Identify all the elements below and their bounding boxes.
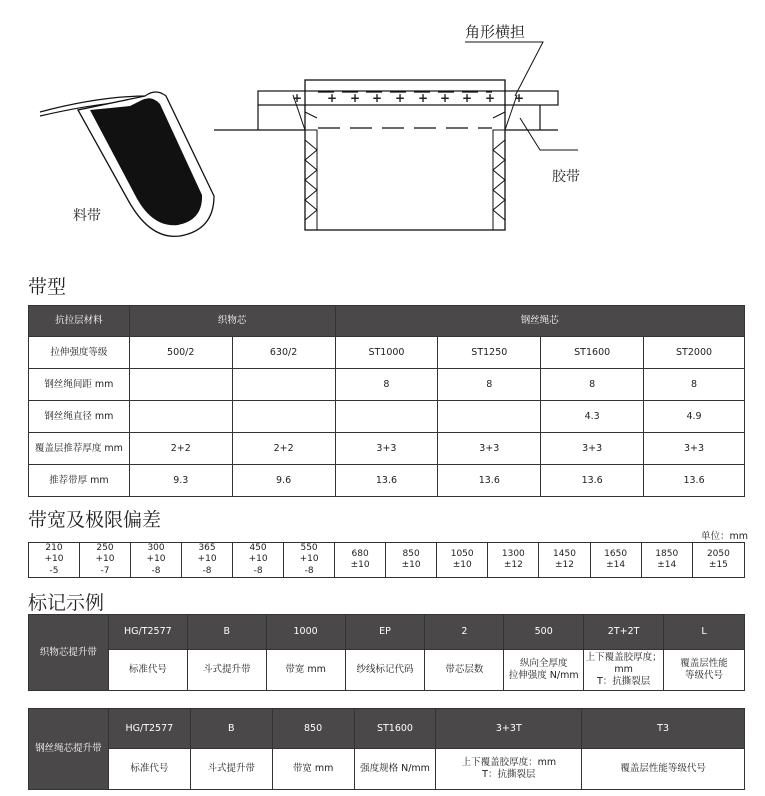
code-cell: 2T+2T bbox=[584, 615, 664, 650]
width-cell: 300 +10 -8 bbox=[131, 543, 182, 578]
width-cell: 550 +10 -8 bbox=[284, 543, 335, 578]
code-cell: HG/T2577 bbox=[108, 615, 187, 650]
desc-cell: 覆盖层性能等级代号 bbox=[582, 749, 745, 790]
width-cell: 365 +10 -8 bbox=[182, 543, 233, 578]
table-cell: 500/2 bbox=[129, 337, 232, 369]
table-cell: ST1000 bbox=[335, 337, 438, 369]
table-row bbox=[29, 433, 745, 465]
code-cell: EP bbox=[345, 615, 425, 650]
table-cell: 9.6 bbox=[232, 465, 335, 497]
table-cell: 4.9 bbox=[644, 401, 745, 433]
table-row bbox=[29, 543, 745, 578]
width-cell: 250 +10 -7 bbox=[80, 543, 131, 578]
section-title-marking-example: 标记示例 bbox=[28, 592, 105, 614]
desc-cell: 上下覆盖胶厚度：mm T：抗撕裂层 bbox=[436, 749, 582, 790]
code-cell: T3 bbox=[582, 709, 745, 749]
code-cell: HG/T2577 bbox=[108, 709, 190, 749]
row-label: 覆盖层推荐厚度 mm bbox=[29, 433, 130, 465]
plus-sign: + bbox=[350, 91, 361, 105]
belt-label: 胶带 bbox=[552, 169, 580, 185]
table-cell bbox=[129, 369, 232, 401]
desc-cell: 带宽 mm bbox=[266, 650, 345, 691]
table-cell: 13.6 bbox=[335, 465, 438, 497]
table-cell: 630/2 bbox=[232, 337, 335, 369]
table-row bbox=[29, 337, 745, 369]
width-cell: 1650 ±14 bbox=[590, 543, 641, 578]
code-cell: 850 bbox=[272, 709, 354, 749]
plus-sign: + bbox=[418, 91, 429, 105]
plus-sign: + bbox=[327, 91, 338, 105]
desc-cell: 斗式提升带 bbox=[190, 749, 272, 790]
row-label: 织物芯提升带 bbox=[29, 615, 109, 691]
table-cell: ST2000 bbox=[644, 337, 745, 369]
table-cell: 13.6 bbox=[644, 465, 745, 497]
plus-sign: + bbox=[372, 91, 383, 105]
desc-cell: 纱线标记代码 bbox=[345, 650, 425, 691]
table-row bbox=[29, 401, 745, 433]
plus-sign: + bbox=[485, 91, 496, 105]
desc-cell: 上下覆盖胶厚度； mm T：抗撕裂层 bbox=[584, 650, 664, 691]
plus-sign: + bbox=[462, 91, 473, 105]
table-cell: 3+3 bbox=[438, 433, 541, 465]
fabric-marking-table bbox=[28, 614, 745, 691]
desc-cell: 覆盖层性能 等级代号 bbox=[664, 650, 745, 691]
plus-sign: + bbox=[292, 91, 303, 105]
table-cell: 3+3 bbox=[644, 433, 745, 465]
desc-cell: 标准代号 bbox=[108, 749, 190, 790]
table-row bbox=[29, 465, 745, 497]
section-title-width-tolerance: 带宽及极限偏差 bbox=[28, 509, 162, 531]
width-cell: 680 ±10 bbox=[335, 543, 386, 578]
code-cell: 1000 bbox=[266, 615, 345, 650]
table-cell: 8 bbox=[644, 369, 745, 401]
table-cell: 3+3 bbox=[541, 433, 644, 465]
steel-marking-table bbox=[28, 708, 745, 790]
belt-type-table bbox=[28, 305, 745, 497]
table-cell: 2+2 bbox=[232, 433, 335, 465]
width-cell: 450 +10 -8 bbox=[233, 543, 284, 578]
row-label: 钢丝绳间距 mm bbox=[29, 369, 130, 401]
desc-cell: 带宽 mm bbox=[272, 749, 354, 790]
table-cell: 13.6 bbox=[541, 465, 644, 497]
desc-cell: 纵向全厚度 拉伸强度 N/mm bbox=[504, 650, 584, 691]
table-cell: 8 bbox=[541, 369, 644, 401]
width-cell: 1450 ±12 bbox=[539, 543, 590, 578]
code-cell: B bbox=[187, 615, 266, 650]
code-cell: B bbox=[190, 709, 272, 749]
width-cell: 1300 ±12 bbox=[488, 543, 539, 578]
desc-cell: 带芯层数 bbox=[425, 650, 504, 691]
table-cell: 8 bbox=[438, 369, 541, 401]
table-cell bbox=[335, 401, 438, 433]
desc-cell: 斗式提升带 bbox=[187, 650, 266, 691]
row-label: 拉伸强度等级 bbox=[29, 337, 130, 369]
bucket-elevator-belt-diagram bbox=[0, 0, 765, 260]
header-cell: 抗拉层材料 bbox=[29, 306, 130, 337]
row-label: 钢丝绳直径 mm bbox=[29, 401, 130, 433]
width-cell: 1050 ±10 bbox=[437, 543, 488, 578]
header-cell: 织物芯 bbox=[129, 306, 335, 337]
table-row bbox=[29, 650, 745, 691]
code-cell: 3+3T bbox=[436, 709, 582, 749]
row-label: 钢丝绳芯提升带 bbox=[29, 709, 109, 790]
code-cell: 500 bbox=[504, 615, 584, 650]
desc-cell: 标准代号 bbox=[108, 650, 187, 691]
table-cell: 13.6 bbox=[438, 465, 541, 497]
table-cell: 9.3 bbox=[129, 465, 232, 497]
table-row bbox=[29, 615, 745, 650]
width-cell: 1850 ±14 bbox=[641, 543, 692, 578]
desc-cell: 强度规格 N/mm bbox=[354, 749, 436, 790]
code-cell: 2 bbox=[425, 615, 504, 650]
width-tolerance-table bbox=[28, 542, 745, 578]
table-cell bbox=[438, 401, 541, 433]
table-cell: 4.3 bbox=[541, 401, 644, 433]
width-cell: 850 ±10 bbox=[386, 543, 437, 578]
table-cell: ST1250 bbox=[438, 337, 541, 369]
material-belt-curve bbox=[40, 92, 214, 236]
table-row bbox=[29, 369, 745, 401]
table-cell: ST1600 bbox=[541, 337, 644, 369]
table-cell: 2+2 bbox=[129, 433, 232, 465]
unit-label: 单位：mm bbox=[701, 531, 749, 542]
code-cell: L bbox=[664, 615, 745, 650]
plus-sign: + bbox=[514, 91, 525, 105]
table-row bbox=[29, 749, 745, 790]
plus-sign: + bbox=[395, 91, 406, 105]
row-label: 推荐带厚 mm bbox=[29, 465, 130, 497]
width-cell: 210 +10 -5 bbox=[29, 543, 80, 578]
code-cell: ST1600 bbox=[354, 709, 436, 749]
table-cell: 8 bbox=[335, 369, 438, 401]
header-cell: 钢丝绳芯 bbox=[335, 306, 744, 337]
table-cell bbox=[129, 401, 232, 433]
angle-crossbar-label: 角形横担 bbox=[465, 23, 526, 41]
table-cell bbox=[232, 369, 335, 401]
table-cell bbox=[232, 401, 335, 433]
table-row bbox=[29, 709, 745, 749]
material-belt-label: 料带 bbox=[73, 208, 101, 224]
table-cell: 3+3 bbox=[335, 433, 438, 465]
plus-sign: + bbox=[440, 91, 451, 105]
section-title-belt-type: 带型 bbox=[28, 276, 67, 298]
width-cell: 2050 ±15 bbox=[692, 543, 744, 578]
